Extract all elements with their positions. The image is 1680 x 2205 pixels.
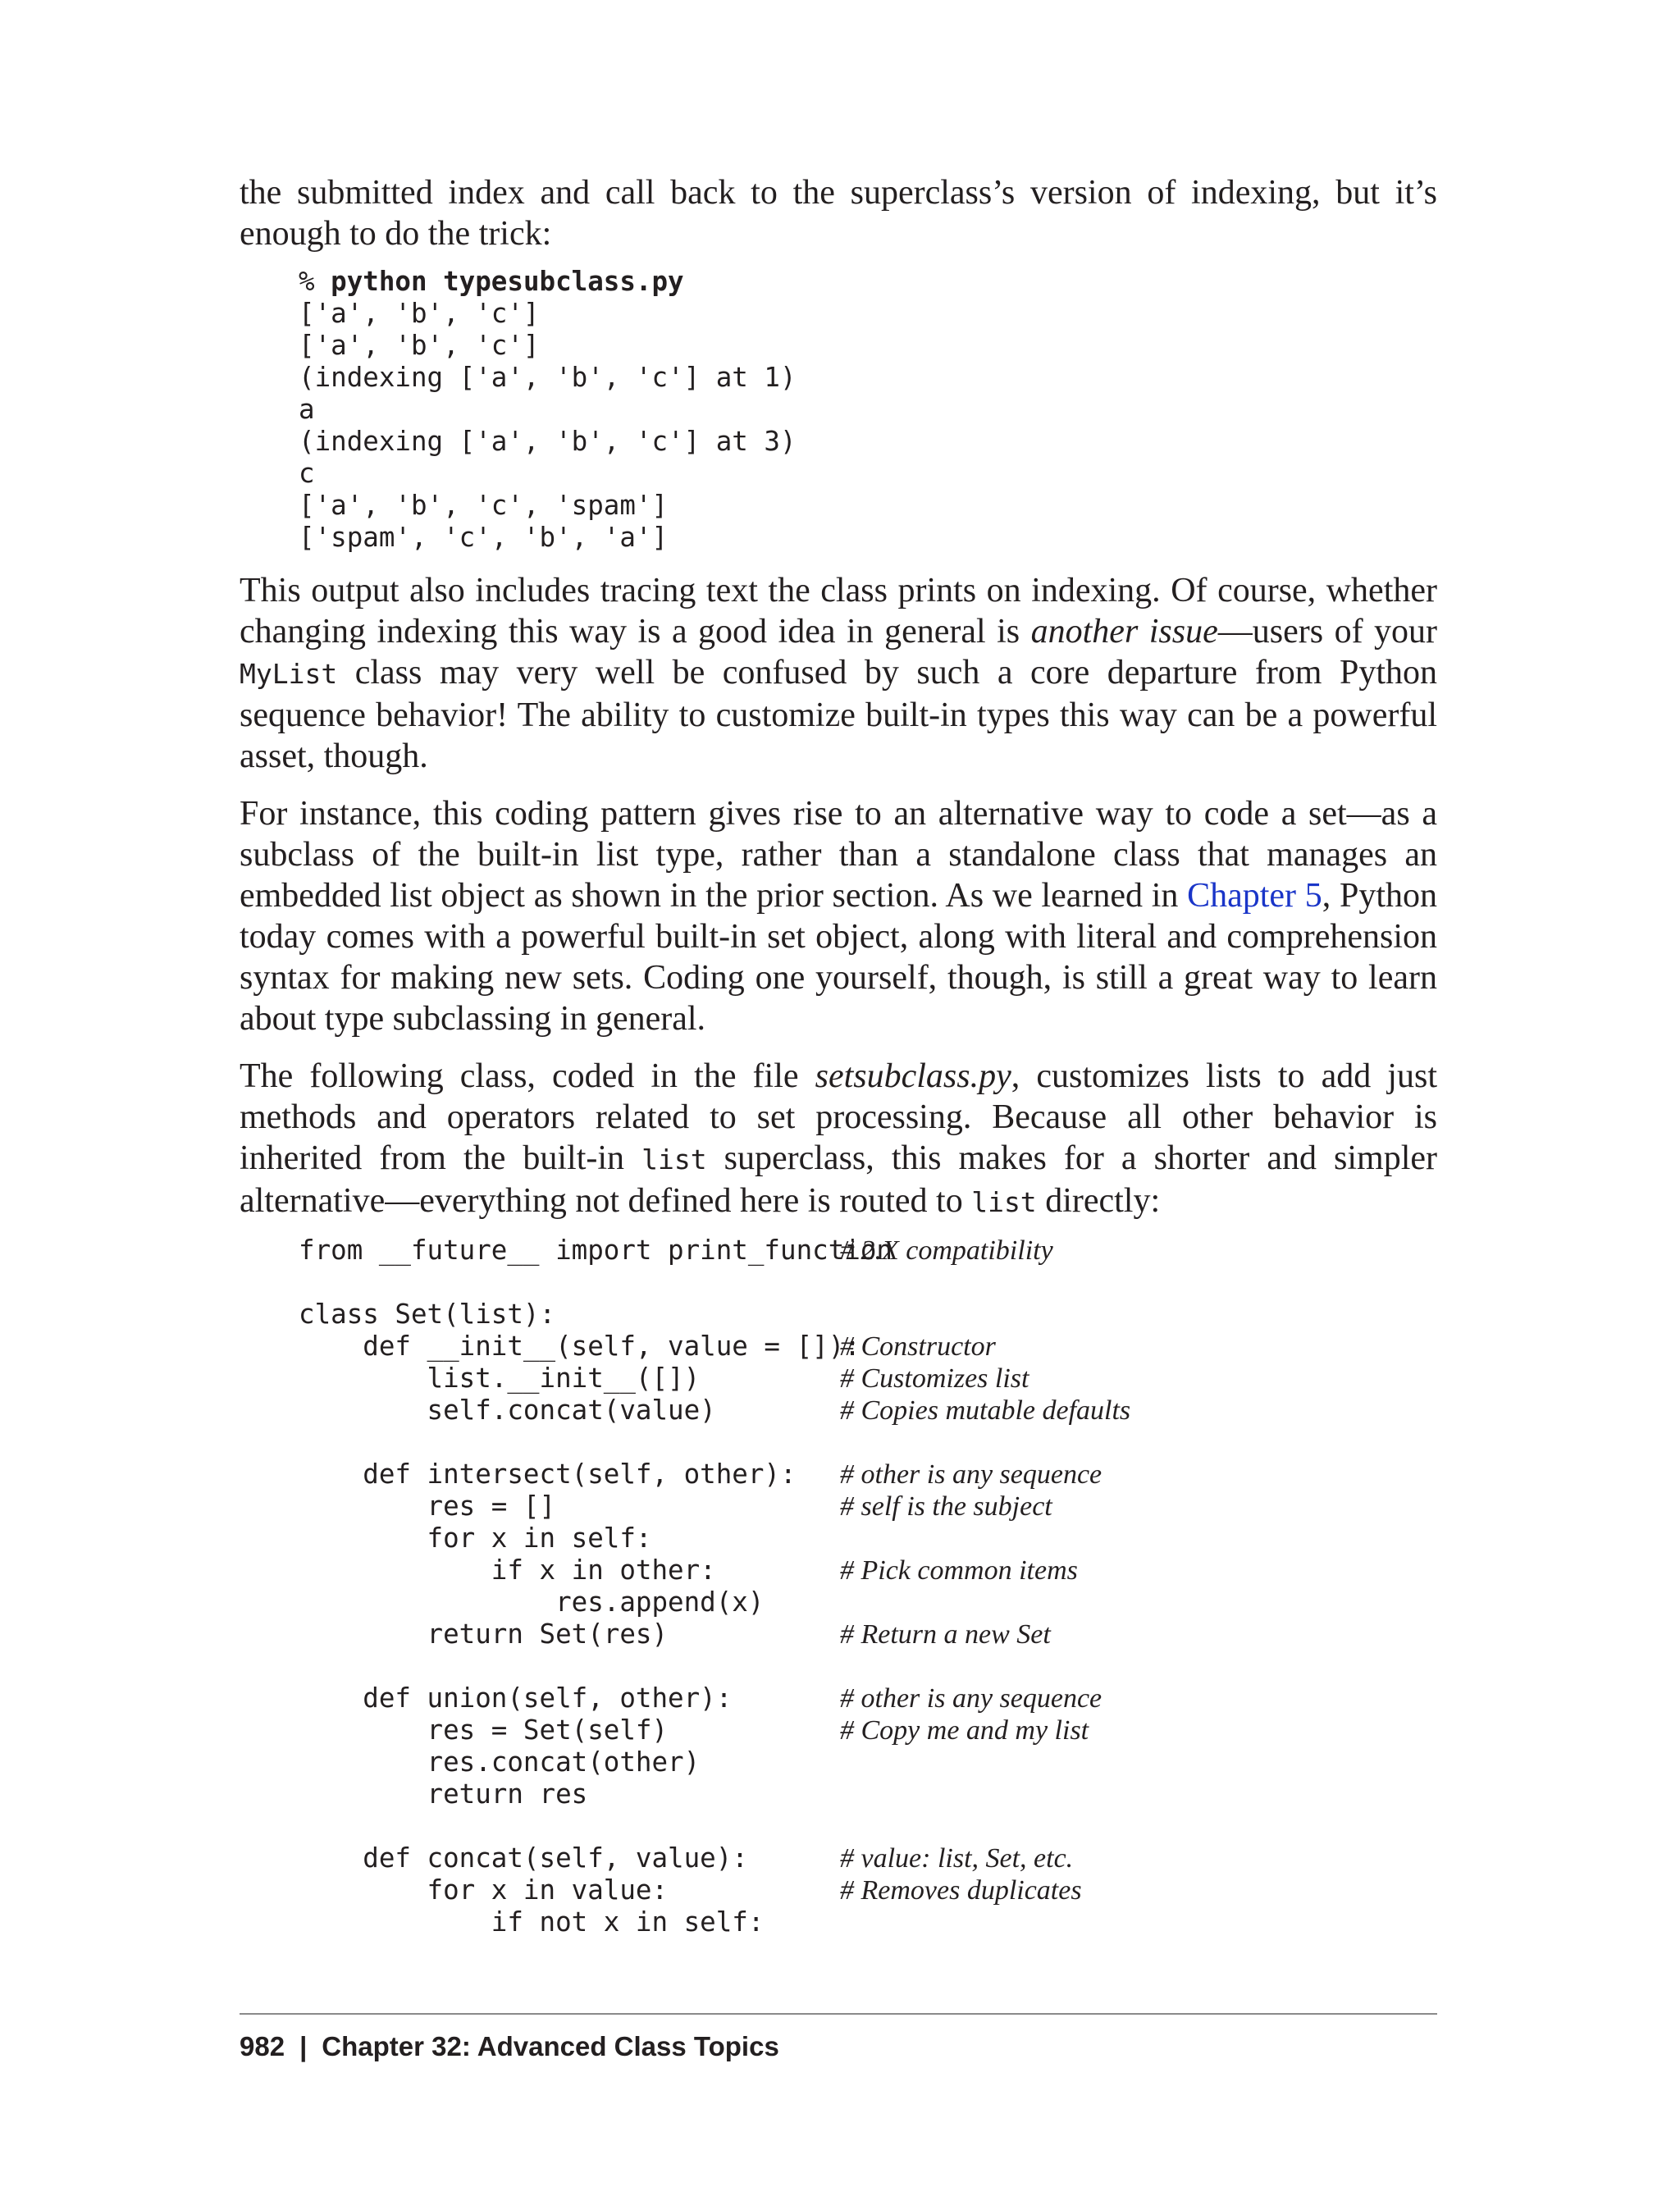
inline-code: list	[641, 1144, 707, 1176]
code-text: for x in self:	[299, 1522, 652, 1554]
output-line: ['a', 'b', 'c', 'spam']	[299, 490, 669, 521]
code-line	[299, 1714, 1437, 1746]
code-text: return Set(res)	[299, 1618, 669, 1650]
code-text: def __init__(self, value = []):	[299, 1331, 861, 1362]
code-text: def concat(self, value):	[299, 1842, 748, 1874]
code-line	[299, 1842, 1437, 1874]
code-text: res.concat(other)	[299, 1746, 701, 1778]
code-line	[299, 1299, 1437, 1331]
emphasis: another issue	[1030, 613, 1218, 651]
running-chapter-title: Chapter 32: Advanced Class Topics	[322, 2031, 779, 2061]
code-line	[299, 1395, 1437, 1427]
paragraph-following-class: The following class, coded in the file setsubclass.py, customizes lists to add just methods and operators related to set processing. Because all other behavior is inherited from the built-in list superclass, this makes for a shorter and simpler alternative—everything not defined here is routed to list directly:	[240, 1057, 1437, 1220]
code-line	[299, 1554, 1437, 1586]
code-line	[299, 1491, 1437, 1522]
output-line: (indexing ['a', 'b', 'c'] at 1)	[299, 362, 797, 393]
code-comment: # Constructor	[840, 1331, 996, 1362]
shell-prompt: %	[299, 266, 331, 297]
code-text: def union(self, other):	[299, 1682, 733, 1714]
code-text: res = Set(self)	[299, 1714, 669, 1746]
code-text: class Set(list):	[299, 1299, 556, 1330]
output-line: (indexing ['a', 'b', 'c'] at 3)	[299, 426, 797, 457]
code-line	[299, 1235, 1437, 1267]
code-text: def intersect(self, other):	[299, 1459, 797, 1490]
code-comment: # Customizes list	[840, 1363, 1029, 1394]
output-block	[299, 266, 1437, 554]
paragraph-intro: the submitted index and call back to the superclass’s version of indexing, but it’s enough to do the trick:	[240, 174, 1437, 253]
code-line	[299, 1522, 1437, 1554]
inline-code: list	[971, 1186, 1037, 1218]
code-comment: # value: list, Set, etc.	[840, 1843, 1074, 1874]
code-comment: # self is the subject	[840, 1491, 1052, 1522]
code-text: self.concat(value)	[299, 1395, 716, 1426]
paragraph-tracing: This output also includes tracing text the class prints on indexing. Of course, whether changing indexing this way is a good idea in general is another issue—users of your MyList class may very well be confused by such a core departure from Python sequence behavior! The ability to customize built-in types this way can be a powerful asset, though.	[240, 572, 1438, 775]
file-name: setsubclass.py	[815, 1057, 1011, 1095]
code-line	[299, 1778, 1437, 1810]
code-text: if not x in self:	[299, 1906, 765, 1938]
code-line	[299, 1810, 1437, 1842]
code-line	[299, 1682, 1437, 1714]
code-text: return res	[299, 1778, 588, 1810]
code-text: res.append(x)	[299, 1586, 765, 1618]
code-line	[299, 1331, 1437, 1363]
code-comment: # other is any sequence	[840, 1683, 1102, 1714]
shell-command: python typesubclass.py	[331, 266, 684, 297]
paragraph-set-subclass: For instance, this coding pattern gives rise to an alternative way to code a set—as a subclass of the built-in list type, rather than a standalone class that manages an embedded list object as shown in the prior section. As we learned in Chapter 5, Python today comes with a powerful built-in set object, along with literal and comprehension syntax for making new sets. Coding one yourself, though, is still a great way to learn about type subclassing in general.	[240, 795, 1438, 1038]
code-text: for x in value:	[299, 1874, 669, 1906]
inline-code: MyList	[240, 658, 338, 690]
code-line	[299, 1363, 1437, 1395]
code-comment: # Copies mutable defaults	[840, 1395, 1131, 1426]
code-text: res = []	[299, 1491, 556, 1522]
code-comment: # Return a new Set	[840, 1619, 1051, 1650]
command-line	[299, 266, 1437, 298]
code-line	[299, 1906, 1437, 1938]
code-line	[299, 1650, 1437, 1682]
page-number: 982	[240, 2031, 285, 2061]
page-content	[240, 172, 1437, 1955]
page-footer	[240, 2013, 1437, 2062]
footer-separator: |	[299, 2031, 308, 2061]
code-line	[299, 1427, 1437, 1459]
output-line: a	[299, 394, 315, 425]
output-line: c	[299, 458, 315, 489]
code-text: list.__init__([])	[299, 1363, 701, 1394]
code-line	[299, 1874, 1437, 1906]
code-comment: # Pick common items	[840, 1555, 1078, 1586]
code-line	[299, 1459, 1437, 1491]
code-line	[299, 1267, 1437, 1299]
output-line: ['a', 'b', 'c']	[299, 298, 540, 329]
code-listing	[299, 1235, 1437, 1938]
code-text: from __future__ import print_function	[299, 1235, 892, 1266]
code-line	[299, 1618, 1437, 1650]
output-line: ['a', 'b', 'c']	[299, 330, 540, 361]
code-comment: # Removes duplicates	[840, 1875, 1082, 1906]
code-text: if x in other:	[299, 1554, 716, 1586]
code-comment: # Copy me and my list	[840, 1715, 1089, 1746]
code-comment: # 2.X compatibility	[840, 1235, 1053, 1266]
code-line	[299, 1746, 1437, 1778]
chapter-5-link[interactable]: Chapter 5	[1187, 877, 1322, 915]
code-line	[299, 1586, 1437, 1618]
output-line: ['spam', 'c', 'b', 'a']	[299, 522, 669, 553]
code-comment: # other is any sequence	[840, 1459, 1102, 1490]
